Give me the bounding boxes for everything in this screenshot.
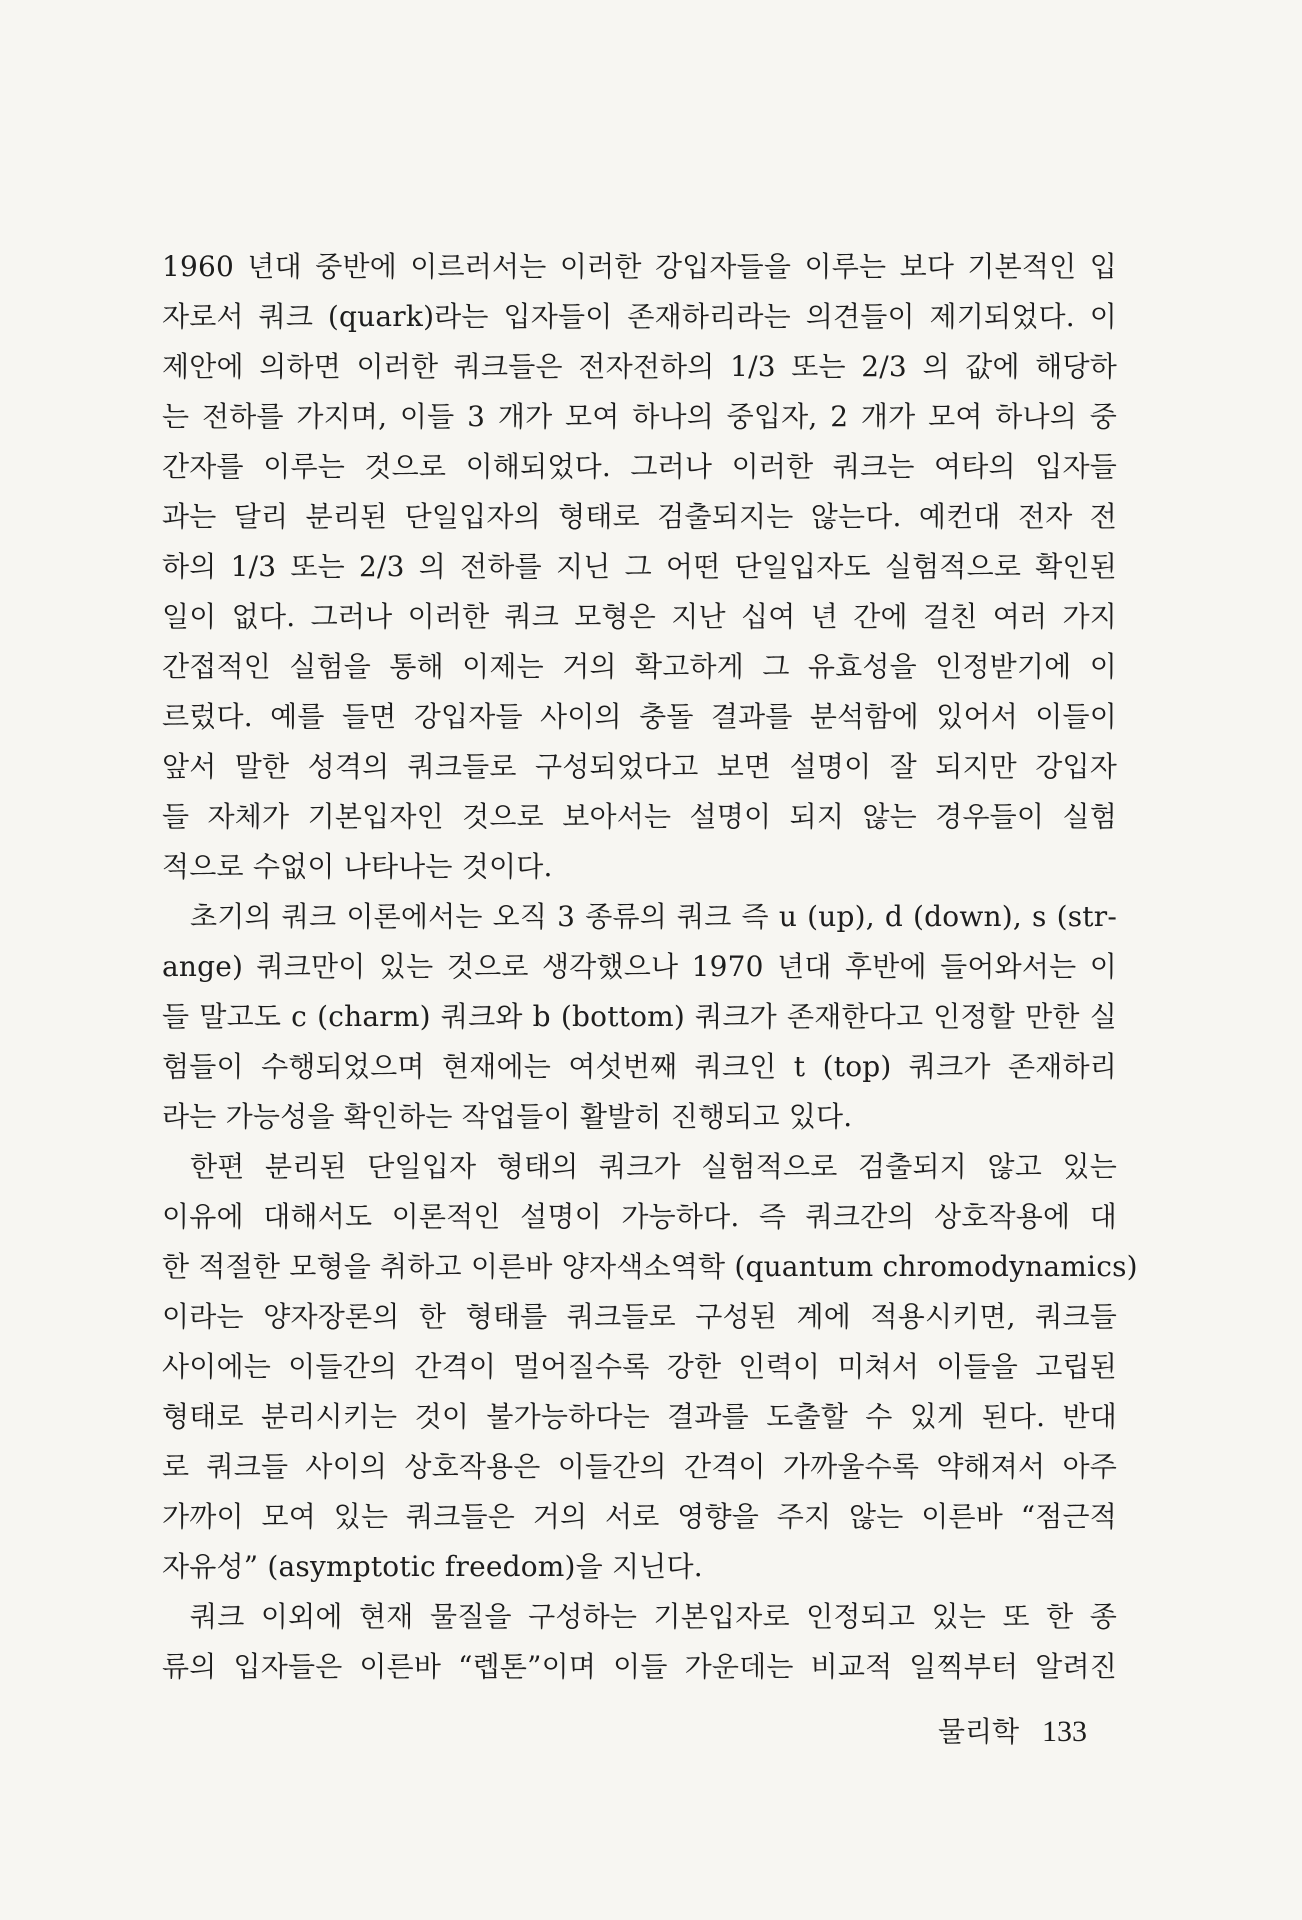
text-line: 들 자체가 기본입자인 것으로 보아서는 설명이 되지 않는 경우들이 실험 (162, 800, 1117, 833)
text-line: 험들이 수행되었으며 현재에는 여섯번째 쿼크인 t (top) 쿼크가 존재하리 (162, 1050, 1117, 1083)
text-line: 들 말고도 c (charm) 쿼크와 b (bottom) 쿼크가 존재한다고 인정할 만한 실 (162, 1000, 1117, 1033)
text-line: 하의 1/3 또는 2/3 의 전하를 지닌 그 어떤 단일입자도 실험적으로 확인된 (162, 550, 1117, 583)
text-line: 1960 년대 중반에 이르러서는 이러한 강입자들을 이루는 보다 기본적인 입 (162, 250, 1117, 283)
page-number: 133 (1042, 1715, 1087, 1748)
text-line: 제안에 의하면 이러한 쿼크들은 전자전하의 1/3 또는 2/3 의 값에 해당하 (162, 350, 1117, 383)
text-line: 한편 분리된 단일입자 형태의 쿼크가 실험적으로 검출되지 않고 있는 (190, 1150, 1117, 1183)
text-line: 로 쿼크들 사이의 상호작용은 이들간의 간격이 가까울수록 약해져서 아주 (162, 1450, 1117, 1483)
text-line: 류의 입자들은 이른바 “렙톤”이며 이들 가운데는 비교적 일찍부터 알려진 (162, 1650, 1117, 1683)
text-line: 간자를 이루는 것으로 이해되었다. 그러나 이러한 쿼크는 여타의 입자들 (162, 450, 1117, 483)
text-line: 르렀다. 예를 들면 강입자들 사이의 충돌 결과를 분석함에 있어서 이들이 (162, 700, 1117, 733)
text-line: 한 적절한 모형을 취하고 이른바 양자색소역학 (quantum chromodynamics) (162, 1250, 1138, 1283)
text-line: 쿼크 이외에 현재 물질을 구성하는 기본입자로 인정되고 있는 또 한 종 (190, 1600, 1117, 1633)
text-line: 간접적인 실험을 통해 이제는 거의 확고하게 그 유효성을 인정받기에 이 (162, 650, 1117, 683)
text-line: 형태로 분리시키는 것이 불가능하다는 결과를 도출할 수 있게 된다. 반대 (162, 1400, 1117, 1433)
text-line: 초기의 쿼크 이론에서는 오직 3 종류의 쿼크 즉 u (up), d (down), s (str- (190, 900, 1117, 933)
text-line: 사이에는 이들간의 간격이 멀어질수록 강한 인력이 미쳐서 이들을 고립된 (162, 1350, 1117, 1383)
text-line: 과는 달리 분리된 단일입자의 형태로 검출되지는 않는다. 예컨대 전자 전 (162, 500, 1117, 533)
section-title: 물리학 (937, 1715, 1020, 1748)
text-line: 라는 가능성을 확인하는 작업들이 활발히 진행되고 있다. (162, 1100, 853, 1133)
text-line: 일이 없다. 그러나 이러한 쿼크 모형은 지난 십여 년 간에 걸친 여러 가지 (162, 600, 1117, 633)
text-line: 가까이 모여 있는 쿼크들은 거의 서로 영향을 주지 않는 이른바 “점근적 (162, 1500, 1117, 1533)
text-line: 이유에 대해서도 이론적인 설명이 가능하다. 즉 쿼크간의 상호작용에 대 (162, 1200, 1117, 1233)
text-line: 이라는 양자장론의 한 형태를 쿼크들로 구성된 계에 적용시키면, 쿼크들 (162, 1300, 1117, 1333)
text-line: 적으로 수없이 나타나는 것이다. (162, 850, 553, 883)
text-line: 는 전하를 가지며, 이들 3 개가 모여 하나의 중입자, 2 개가 모여 하나의 중 (162, 400, 1117, 433)
text-line: ange) 쿼크만이 있는 것으로 생각했으나 1970 년대 후반에 들어와서는 이 (162, 950, 1117, 983)
text-line: 자유성” (asymptotic freedom)을 지닌다. (162, 1550, 703, 1583)
text-line: 자로서 쿼크 (quark)라는 입자들이 존재하리라는 의견들이 제기되었다. 이 (162, 300, 1117, 333)
page-footer (938, 1712, 1087, 1752)
text-line: 앞서 말한 성격의 쿼크들로 구성되었다고 보면 설명이 잘 되지만 강입자 (162, 750, 1117, 783)
